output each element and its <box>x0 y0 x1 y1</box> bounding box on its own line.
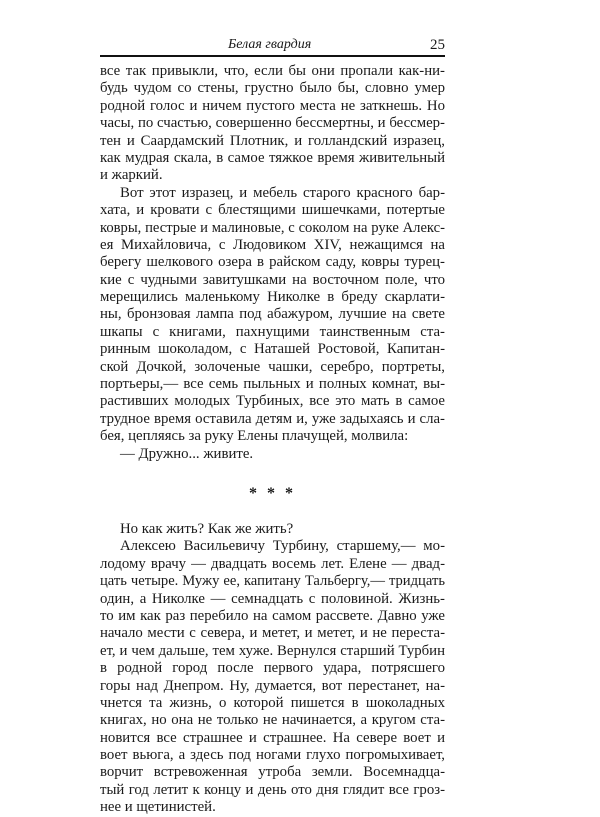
text-line: Но как жить? Как же жить? <box>120 520 294 537</box>
text-line: цать четыре. Мужу ее, капитану Тальбергу,— тридцать <box>100 573 445 590</box>
text-line: трудное время оставила детям и, уже задыхаясь и сла- <box>100 410 445 427</box>
text-line: как мудрая скала, в самое тяжкое время живительный <box>100 149 445 166</box>
text-line: тен и Саардамский Плотник, и голландский изразец, <box>100 132 445 149</box>
text-line: в родной город после первого удара, потрясшего <box>100 660 445 677</box>
text-line: часы, по счастью, совершенно бессмертны, и бессмер- <box>100 115 445 132</box>
text-line: будь чудом со стены, грустно было бы, словно умер <box>100 80 445 97</box>
text-line: ея Михайловича, с Людовиком XIV, нежащимся на <box>100 236 445 253</box>
paragraph <box>100 63 445 185</box>
body-text <box>100 63 445 817</box>
text-line: ковры, пестрые и малиновые, с соколом на руке Алекс- <box>100 219 445 236</box>
text-line: растивших молодых Турбиных, все это мать в самое <box>100 393 445 410</box>
paragraph <box>100 185 445 446</box>
text-line: воет вьюга, а здесь под ногами глухо погромыхивает, <box>100 747 445 764</box>
text-line: Вот этот изразец, и мебель старого красного бар- <box>120 184 445 201</box>
text-line: бея, цепляясь за руку Елены плачущей, молвила: <box>100 428 409 445</box>
text-line: книгах, но она не только не начинается, а кругом ста- <box>100 712 445 729</box>
paragraph <box>100 538 445 816</box>
text-line: начало мести с севера, и метет, и метет, и не переста- <box>100 625 445 642</box>
text-line: родной голос и ничем пустого места не заткнешь. Но <box>100 97 445 114</box>
text-line: нее и щетинистей. <box>100 799 216 816</box>
text-line: все так привыкли, что, если бы они пропали как-ни- <box>100 63 445 79</box>
text-line: шкапы с книгами, пахнущими таинственным ста- <box>100 323 445 340</box>
section-break-asterisks: * * * <box>249 484 296 502</box>
running-title: Белая гвардия <box>228 37 312 52</box>
text-line: лодому врачу — двадцать восемь лет. Елене — двад- <box>100 555 445 572</box>
text-line: чнется та жизнь, о которой пишется в шоколадных <box>100 694 445 711</box>
text-line: ской Дочкой, золоченые чашки, серебро, портреты, <box>100 358 445 375</box>
text-line: хата, и кровати с блестящими шишечками, потертые <box>100 202 445 219</box>
text-line: один, а Николке — семнадцать с половиной. Жизнь- <box>100 590 445 607</box>
text-line: то им как раз перебило на самом рассвете. Давно уже <box>100 607 445 624</box>
text-line: ворчит встревоженная утроба земли. Восемнадца- <box>100 764 445 781</box>
text-line: ринным шоколадом, с Наташей Ростовой, Капитан- <box>100 341 445 358</box>
page-number: 25 <box>430 37 445 53</box>
text-line: ны, бронзовая лампа под абажуром, лучшие на свете <box>100 306 445 323</box>
text-line: кие с чудными завитушками на восточном поле, что <box>100 271 445 288</box>
text-line: мерещились маленькому Николке в бреду скарлати- <box>100 289 445 306</box>
running-head <box>100 35 445 57</box>
text-line: тый год летит к концу и день ото дня глядит все гроз- <box>100 781 445 798</box>
text-line: Алексею Васильевичу Турбину, старшему,— мо- <box>120 538 445 555</box>
text-line: портьеры,— все семь пыльных и полных комнат, вы- <box>100 376 445 393</box>
text-line: и жаркий. <box>100 167 163 184</box>
dialogue-line: — Дружно... живите. <box>120 445 254 462</box>
text-line: новится все страшнее и страшнее. На севере воет и <box>100 729 445 746</box>
text-line: горы над Днепром. Ну, думается, вот перестанет, на- <box>100 677 445 694</box>
text-line: берегу шелкового озера в райском саду, ковры турец- <box>100 254 445 271</box>
text-line: ет, и чем дальше, тем хуже. Вернулся старший Турбин <box>100 642 445 659</box>
